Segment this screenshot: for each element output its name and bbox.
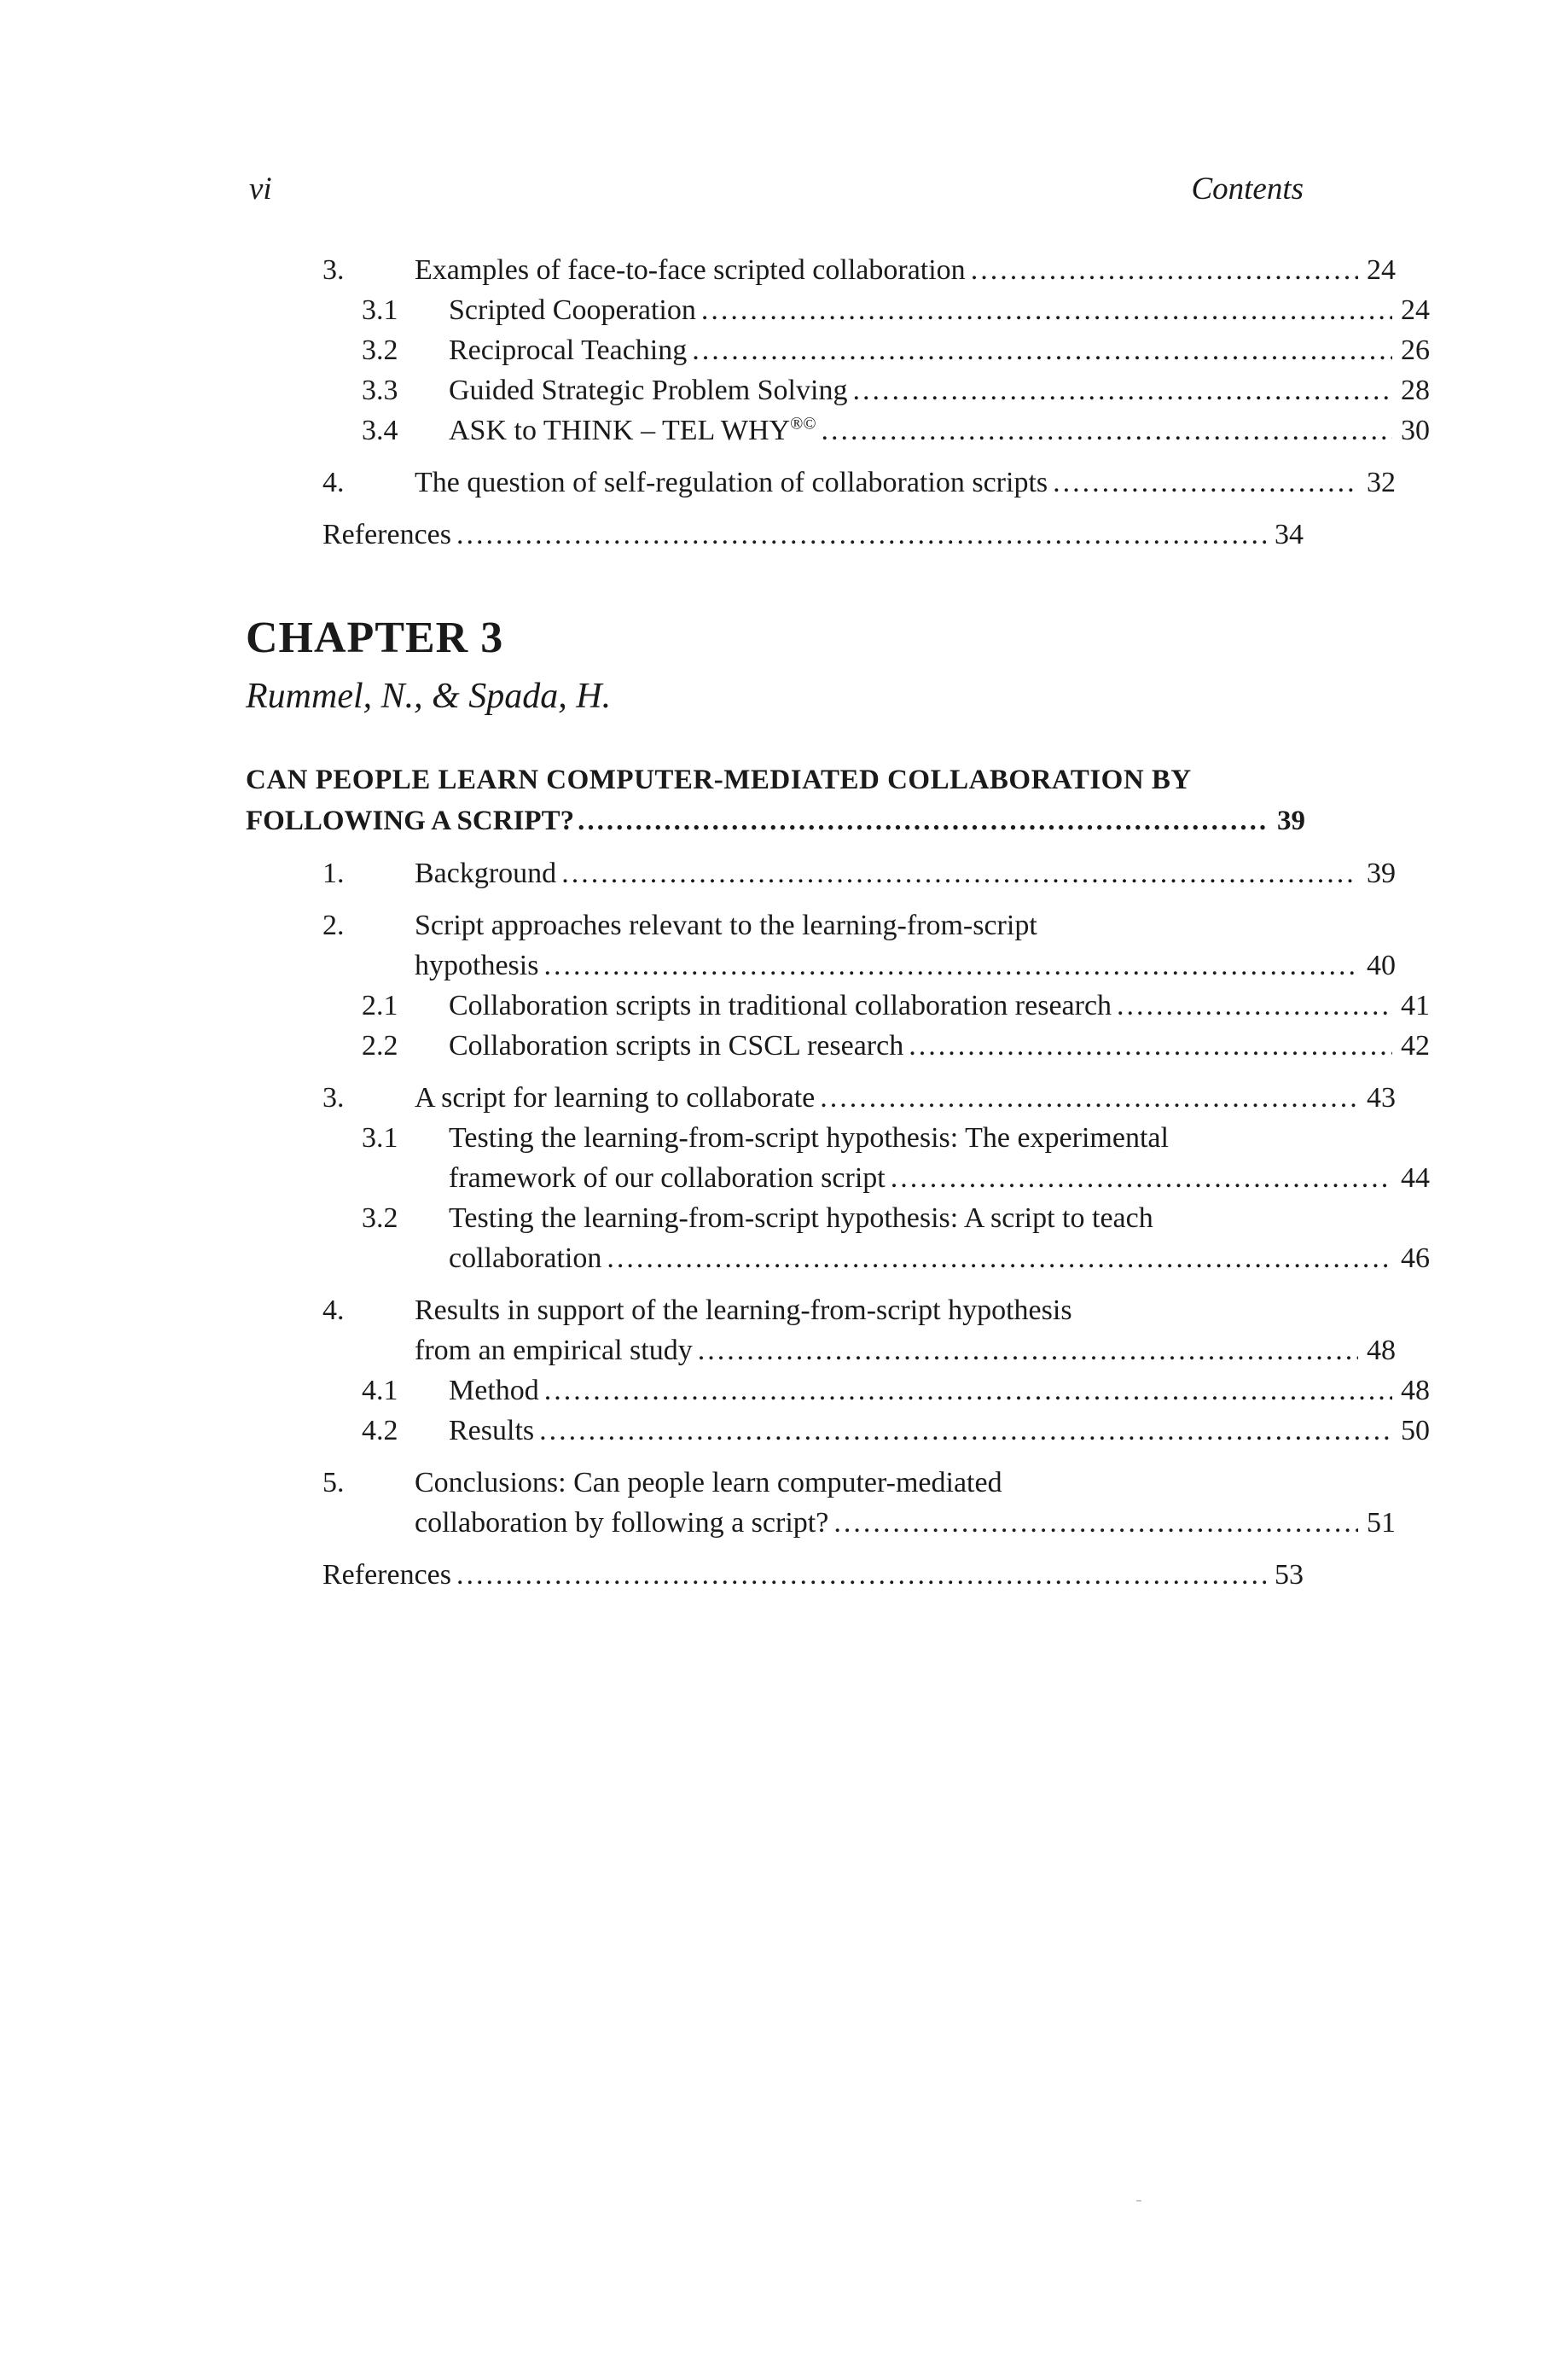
toc-entry[interactable] — [322, 945, 1396, 986]
toc-entry-page: 41 — [1401, 990, 1430, 1021]
toc-entry-page: 46 — [1401, 1242, 1430, 1274]
toc-entry-title — [449, 1158, 886, 1198]
toc-entry-number: 3. — [322, 254, 345, 286]
dot-leader — [543, 945, 1358, 986]
toc-entry-title — [322, 1555, 451, 1595]
toc-entry[interactable] — [322, 1503, 1396, 1543]
toc-entry[interactable] — [322, 370, 1430, 410]
toc-entry-title-text: Examples of face-to-face scripted collaboration — [415, 254, 966, 286]
toc-entry-page: 30 — [1401, 415, 1430, 446]
toc-entry-title — [415, 1503, 828, 1543]
toc-entry-title — [415, 1330, 693, 1370]
toc-entry[interactable] — [322, 1330, 1396, 1370]
toc-entry-title — [415, 945, 538, 986]
toc-entry-title-text: framework of our collaboration script — [449, 1162, 886, 1194]
dot-leader — [701, 290, 1392, 330]
toc-entry-number: 3.1 — [362, 1122, 398, 1154]
toc-entry-title-text: Reciprocal Teaching — [449, 335, 688, 366]
toc-entry-title — [415, 1463, 1002, 1503]
toc-entry[interactable] — [322, 1238, 1430, 1278]
toc-entry-title-text: Script approaches relevant to the learning-from-script — [415, 910, 1037, 941]
toc-entry-title-text: Method — [449, 1375, 539, 1406]
dot-leader — [909, 1026, 1392, 1066]
dot-leader — [833, 1503, 1358, 1543]
toc-entry-title-text: ASK to THINK – TEL WHY — [449, 415, 791, 446]
toc-entry[interactable] — [322, 250, 1396, 290]
toc-entry[interactable] — [322, 1290, 1304, 1330]
toc-entry-title-text: The question of self-regulation of collaboration scripts — [415, 467, 1048, 498]
toc-entry[interactable] — [322, 1118, 1304, 1158]
toc-entry-number: 1. — [322, 858, 345, 889]
toc-entry-number: 3.1 — [362, 294, 398, 326]
toc-entry-number: 4.1 — [362, 1375, 398, 1406]
toc-entry-page: 40 — [1367, 950, 1396, 981]
dot-leader — [578, 800, 1269, 841]
toc-entry-number: 4.2 — [362, 1415, 398, 1446]
toc-chapter-3-list — [322, 853, 1430, 1595]
toc-entry-number: 3.3 — [362, 375, 398, 406]
toc-entry-title-text: References — [322, 519, 452, 550]
toc-entry-title-text: Collaboration scripts in traditional collaboration research — [449, 990, 1112, 1021]
toc-entry-number: 3. — [322, 1082, 345, 1114]
toc-entry-title-text: Background — [415, 858, 557, 889]
toc-entry-title-text: Conclusions: Can people learn computer-mediated — [415, 1467, 1002, 1498]
toc-entry-page: 34 — [1275, 519, 1304, 550]
dot-leader — [539, 1411, 1392, 1451]
dot-leader — [456, 515, 1266, 555]
toc-entry-title-text: Collaboration scripts in CSCL research — [449, 1030, 904, 1062]
toc-entry-page: 26 — [1401, 335, 1430, 366]
dot-leader — [544, 1370, 1392, 1411]
toc-entry-title — [415, 250, 966, 290]
toc-entry[interactable] — [322, 410, 1430, 451]
toc-entry-number: 3.2 — [362, 1202, 398, 1234]
toc-entry-title-text: Results in support of the learning-from-script hypothesis — [415, 1295, 1072, 1326]
toc-entry[interactable] — [322, 1078, 1396, 1118]
toc-entry-title-text: Scripted Cooperation — [449, 294, 696, 326]
toc-entry[interactable] — [322, 905, 1304, 945]
toc-entry-page: 53 — [1275, 1559, 1304, 1591]
running-head-section: Contents — [1191, 172, 1304, 207]
page-number: vi — [249, 172, 272, 207]
toc-entry-title — [415, 853, 556, 893]
toc-entry-title — [322, 515, 451, 555]
dot-leader — [456, 1555, 1266, 1595]
toc-entry-title — [415, 463, 1048, 503]
registered-copyright-marks: ®© — [790, 414, 816, 433]
toc-entry-title-text: from an empirical study — [415, 1335, 693, 1366]
scan-speck — [1136, 2200, 1141, 2202]
toc-entry-number: 2.2 — [362, 1030, 398, 1062]
toc-entry-page: 32 — [1367, 467, 1396, 498]
dot-leader — [891, 1158, 1392, 1198]
toc-entry-title-text: References — [322, 1559, 452, 1591]
toc-entry-title — [449, 1026, 903, 1066]
toc-entry-title — [449, 1411, 534, 1451]
toc-previous-chapter-list — [322, 250, 1430, 555]
toc-entry-number: 2.1 — [362, 990, 398, 1021]
chapter-title-line-1: CAN PEOPLE LEARN COMPUTER-MEDIATED COLLABORATION BY — [246, 765, 1192, 795]
chapter-title-page: 39 — [1277, 806, 1305, 836]
chapter-title-line-2-text: FOLLOWING A SCRIPT? — [246, 806, 575, 836]
toc-entry[interactable] — [322, 1370, 1430, 1411]
toc-entry-number: 4. — [322, 1295, 345, 1326]
toc-entry-title — [449, 370, 847, 410]
toc-entry[interactable] — [322, 515, 1304, 555]
dot-leader — [820, 1078, 1358, 1118]
toc-entry-page: 28 — [1401, 375, 1430, 406]
toc-entry[interactable] — [322, 330, 1430, 370]
dot-leader — [607, 1238, 1392, 1278]
toc-entry-title — [415, 905, 1037, 945]
toc-entry-title — [449, 290, 696, 330]
toc-entry-title-text: Results — [449, 1415, 535, 1446]
toc-entry-page: 48 — [1401, 1375, 1430, 1406]
toc-entry[interactable] — [322, 853, 1396, 893]
toc-entry-title-text: Testing the learning-from-script hypothesis: The experimental — [449, 1122, 1169, 1154]
toc-entry-page: 24 — [1401, 294, 1430, 326]
toc-entry[interactable] — [322, 463, 1396, 503]
toc-entry-page: 43 — [1367, 1082, 1396, 1114]
toc-entry[interactable] — [322, 1555, 1304, 1595]
toc-entry-title-text: Testing the learning-from-script hypothesis: A script to teach — [449, 1202, 1153, 1234]
toc-entry-page: 24 — [1367, 254, 1396, 286]
toc-entry-title — [449, 330, 687, 370]
toc-entry[interactable] — [322, 986, 1430, 1026]
chapter-title[interactable] — [246, 759, 1305, 841]
toc-entry-title — [449, 410, 816, 451]
toc-entry-title — [415, 1078, 815, 1118]
dot-leader — [1117, 986, 1392, 1026]
toc-entry-title — [449, 1118, 1169, 1158]
toc-entry-title-text: Guided Strategic Problem Solving — [449, 375, 848, 406]
toc-entry-title — [449, 1198, 1153, 1238]
toc-entry-title-text: collaboration by following a script? — [415, 1507, 829, 1539]
toc-entry-page: 48 — [1367, 1335, 1396, 1366]
toc-entry[interactable] — [322, 1463, 1304, 1503]
toc-entry-title-text: collaboration — [449, 1242, 602, 1274]
toc-entry-number: 4. — [322, 467, 345, 498]
toc-entry-number: 2. — [322, 910, 345, 941]
chapter-authors: Rummel, N., & Spada, H. — [246, 677, 612, 716]
toc-entry-title — [449, 1238, 601, 1278]
toc-entry-number: 5. — [322, 1467, 345, 1498]
dot-leader — [692, 330, 1392, 370]
dot-leader — [852, 370, 1392, 410]
dot-leader — [1053, 463, 1358, 503]
dot-leader — [561, 853, 1358, 893]
toc-entry-number: 3.2 — [362, 335, 398, 366]
toc-entry-page: 50 — [1401, 1415, 1430, 1446]
toc-entry[interactable] — [322, 290, 1430, 330]
toc-entry-page: 42 — [1401, 1030, 1430, 1062]
dot-leader — [698, 1330, 1358, 1370]
toc-entry-title-text: hypothesis — [415, 950, 539, 981]
dot-leader — [822, 410, 1392, 451]
dot-leader — [971, 250, 1358, 290]
toc-entry[interactable] — [322, 1411, 1430, 1451]
toc-entry-title — [415, 1290, 1072, 1330]
toc-entry-title-text: A script for learning to collaborate — [415, 1082, 816, 1114]
chapter-title-line-2 — [246, 800, 1305, 841]
toc-entry[interactable] — [322, 1026, 1430, 1066]
toc-entry[interactable] — [322, 1158, 1430, 1198]
toc-entry-title — [449, 986, 1112, 1026]
toc-entry[interactable] — [322, 1198, 1304, 1238]
toc-entry-number: 3.4 — [362, 415, 398, 446]
toc-entry-page: 51 — [1367, 1507, 1396, 1539]
toc-entry-title — [449, 1370, 539, 1411]
chapter-heading: CHAPTER 3 — [246, 614, 504, 662]
toc-entry-page: 44 — [1401, 1162, 1430, 1194]
toc-entry-page: 39 — [1367, 858, 1396, 889]
